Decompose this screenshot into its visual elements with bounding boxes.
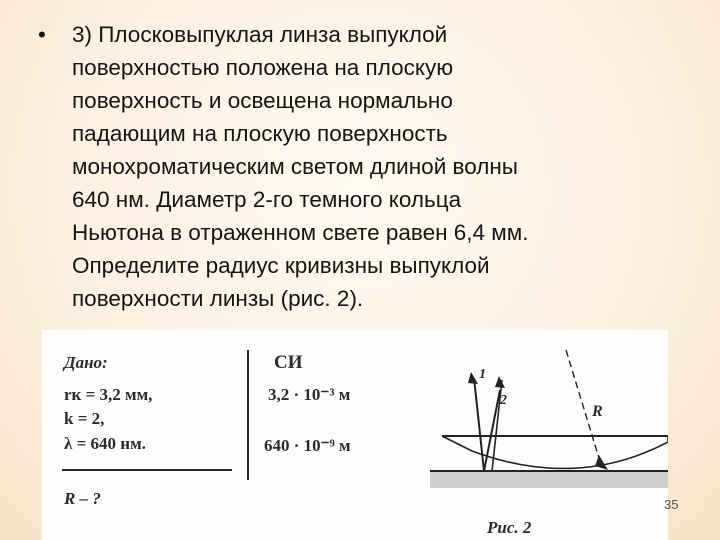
problem-line: монохроматическим светом длиной волны [72,154,518,179]
ray-label-1: 1 [479,367,486,382]
problem-text [72,18,678,315]
problem-line: 640 нм. Диаметр 2-го темного кольца [72,187,462,212]
problem-line: падающим на плоскую поверхность [72,121,448,146]
glass-plate [430,471,668,488]
bullet-marker: • [38,22,46,47]
ray-1 [474,378,484,471]
ray-label-2: 2 [500,393,507,408]
problem-line: 3) Плосковыпуклая линза выпуклой [72,22,448,47]
given-header: Дано: [64,353,108,372]
problem-line: поверхности линзы (рис. 2). [72,286,364,311]
find-line: R – ? [64,489,101,508]
given-line: rк = 3,2 мм, [64,385,153,404]
problem-line: Ньютона в отраженном свете равен 6,4 мм. [72,220,529,245]
radius-label: R [592,403,603,420]
arrow-icon [595,455,608,470]
figure-caption: Рис. 2 [487,518,532,537]
scanned-solution-image [42,330,668,540]
given-line: k = 2, [64,409,105,428]
page-number: 35 [664,497,679,512]
given-line: λ = 640 нм. [64,434,146,453]
problem-line: Определите радиус кривизны выпуклой [72,253,490,278]
lens [442,436,668,468]
problem-line: поверхность и освещена нормально [72,88,453,113]
problem-line: поверхностью положена на плоскую [72,55,454,80]
si-value: 640 · 10⁻⁹ м [264,436,351,455]
problem-statement [38,18,678,315]
si-value: 3,2 · 10⁻³ м [268,385,351,404]
solution-figure [42,330,668,540]
arrow-icon [468,372,478,384]
arrow-icon [495,376,505,388]
si-header: СИ [274,352,303,373]
